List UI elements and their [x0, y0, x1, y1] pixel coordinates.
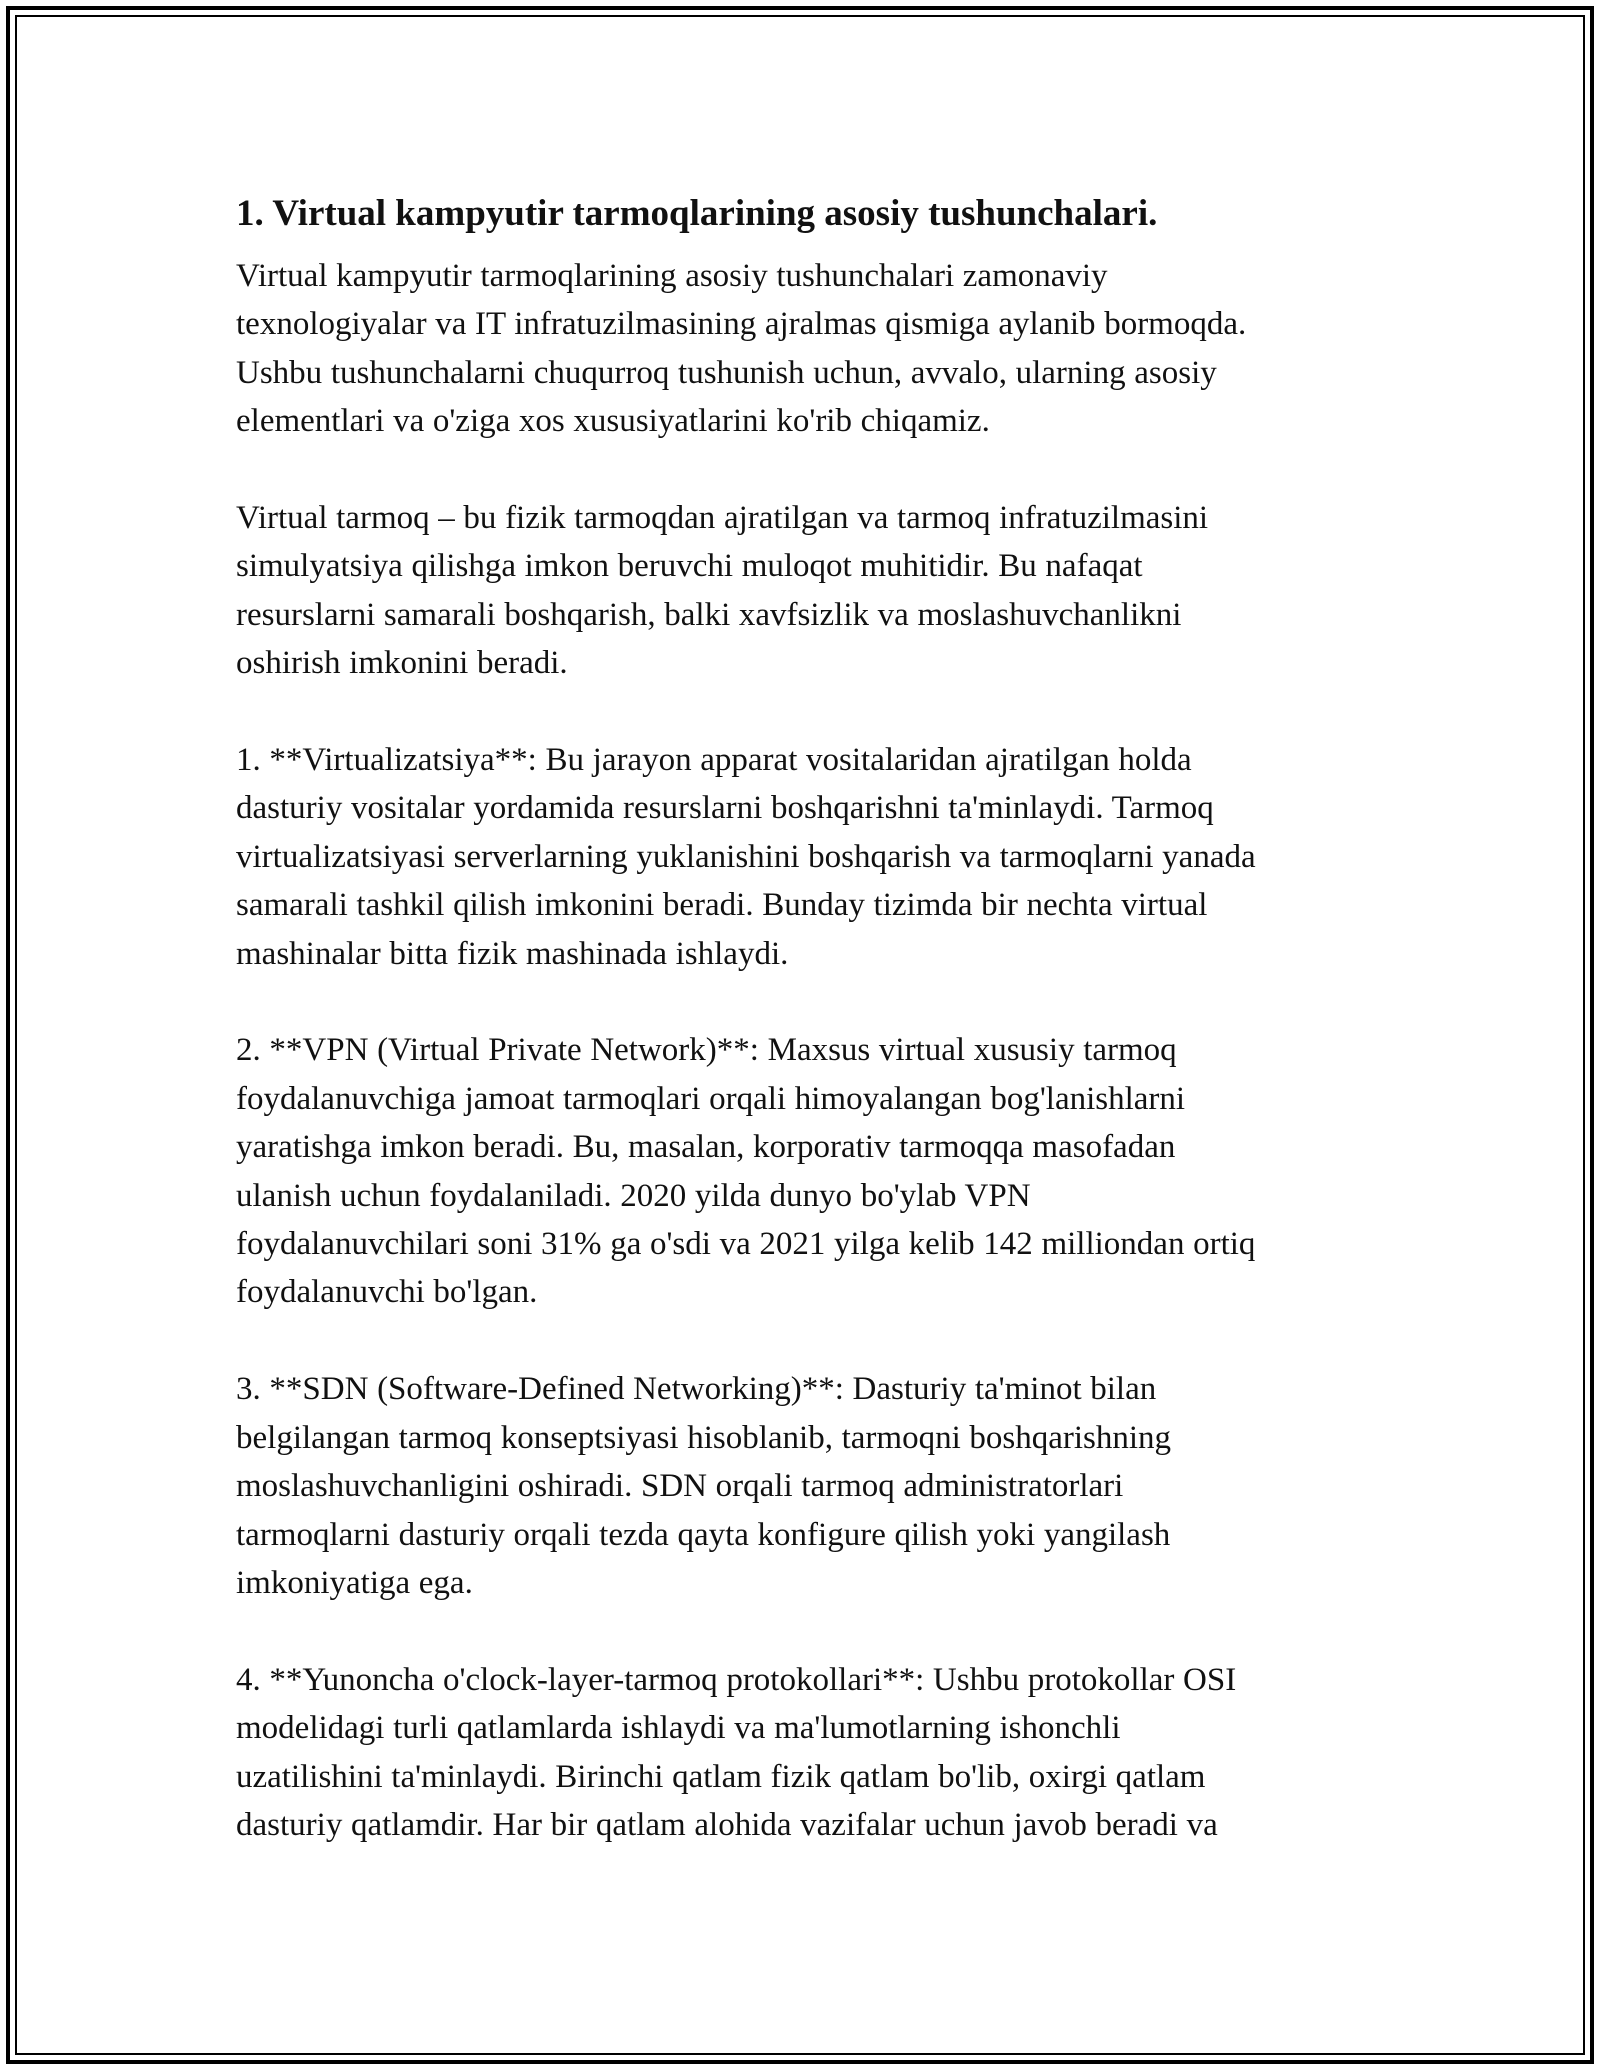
paragraph	[236, 1365, 1376, 1607]
paragraph-line: tarmoqlarni dasturiy orqali tezda qayta konfigure qilish yoki yangilash	[236, 1516, 1171, 1553]
paragraph-line: mashinalar bitta fizik mashinada ishlaydi.	[236, 935, 789, 972]
paragraph-line: Virtual kampyutir tarmoqlarining asosiy tushunchalari zamonaviy	[236, 258, 1108, 294]
paragraph-line: Virtual tarmoq – bu fizik tarmoqdan ajratilgan va tarmoq infratuzilmasini	[236, 500, 1209, 537]
paragraph-line: belgilangan tarmoq konseptsiyasi hisoblanib, tarmoqni boshqarishning	[236, 1419, 1172, 1456]
paragraph-line: ulanish uchun foydalaniladi. 2020 yilda dunyo bo'ylab VPN	[236, 1177, 1031, 1214]
paragraph-line: Ushbu tushunchalarni chuqurroq tushunish uchun, avvalo, ularning asosiy	[236, 354, 1217, 391]
paragraph-line: yaratishga imkon beradi. Bu, masalan, korporativ tarmoqqa masofadan	[236, 1129, 1176, 1166]
document-title: 1. Virtual kampyutir tarmoqlarining asosiy tushunchalari.	[236, 193, 1158, 234]
paragraph-line: 1. **Virtualizatsiya**: Bu jarayon apparat vositalaridan ajratilgan holda	[236, 742, 1192, 779]
document-body	[236, 186, 1376, 1898]
paragraph-line: texnologiyalar va IT infratuzilmasining ajralmas qismiga aylanib bormoqda.	[236, 306, 1247, 343]
paragraph-line: uzatilishini ta'minlaydi. Birinchi qatlam fizik qatlam bo'lib, oxirgi qatlam	[236, 1758, 1206, 1795]
paragraph-line: foydalanuvchi bo'lgan.	[236, 1274, 538, 1311]
paragraph	[236, 252, 1376, 446]
paragraph	[236, 736, 1376, 978]
paragraph	[236, 1026, 1376, 1316]
paragraph-line: dasturiy qatlamdir. Har bir qatlam alohida vazifalar uchun javob beradi va	[236, 1806, 1218, 1843]
paragraph-line: foydalanuvchilari soni 31% ga o'sdi va 2021 yilga kelib 142 milliondan ortiq	[236, 1226, 1256, 1263]
paragraph-line: elementlari va o'ziga xos xususiyatlarini ko'rib chiqamiz.	[236, 403, 990, 440]
paragraph-line: 3. **SDN (Software-Defined Networking)**: Dasturiy ta'minot bilan	[236, 1371, 1157, 1408]
paragraph-line: samarali tashkil qilish imkonini beradi. Bunday tizimda bir nechta virtual	[236, 887, 1208, 924]
paragraph-line: oshirish imkonini beradi.	[236, 645, 568, 682]
paragraph-line: modelidagi turli qatlamlarda ishlaydi va ma'lumotlarning ishonchli	[236, 1710, 1121, 1747]
paragraph-line: 2. **VPN (Virtual Private Network)**: Maxsus virtual xususiy tarmoq	[236, 1032, 1177, 1069]
paragraph-line: dasturiy vositalar yordamida resurslarni boshqarishni ta'minlaydi. Tarmoq	[236, 790, 1214, 827]
paragraph-line: simulyatsiya qilishga imkon beruvchi muloqot muhitidir. Bu nafaqat	[236, 548, 1143, 585]
paragraph	[236, 494, 1376, 688]
paragraph-line: virtualizatsiyasi serverlarning yuklanishini boshqarish va tarmoqlarni yanada	[236, 838, 1256, 875]
paragraph-line: 4. **Yunoncha o'clock-layer-tarmoq protokollari**: Ushbu protokollar OSI	[236, 1661, 1237, 1698]
paragraph-line: resurslarni samarali boshqarish, balki xavfsizlik va moslashuvchanlikni	[236, 596, 1182, 633]
paragraph-line: foydalanuvchiga jamoat tarmoqlari orqali himoyalangan bog'lanishlarni	[236, 1080, 1186, 1117]
paragraph-line: imkoniyatiga ega.	[236, 1564, 473, 1601]
paragraph-line: moslashuvchanligini oshiradi. SDN orqali tarmoq administratorlari	[236, 1468, 1124, 1505]
paragraph-list	[236, 252, 1376, 1849]
paragraph	[236, 1656, 1376, 1850]
